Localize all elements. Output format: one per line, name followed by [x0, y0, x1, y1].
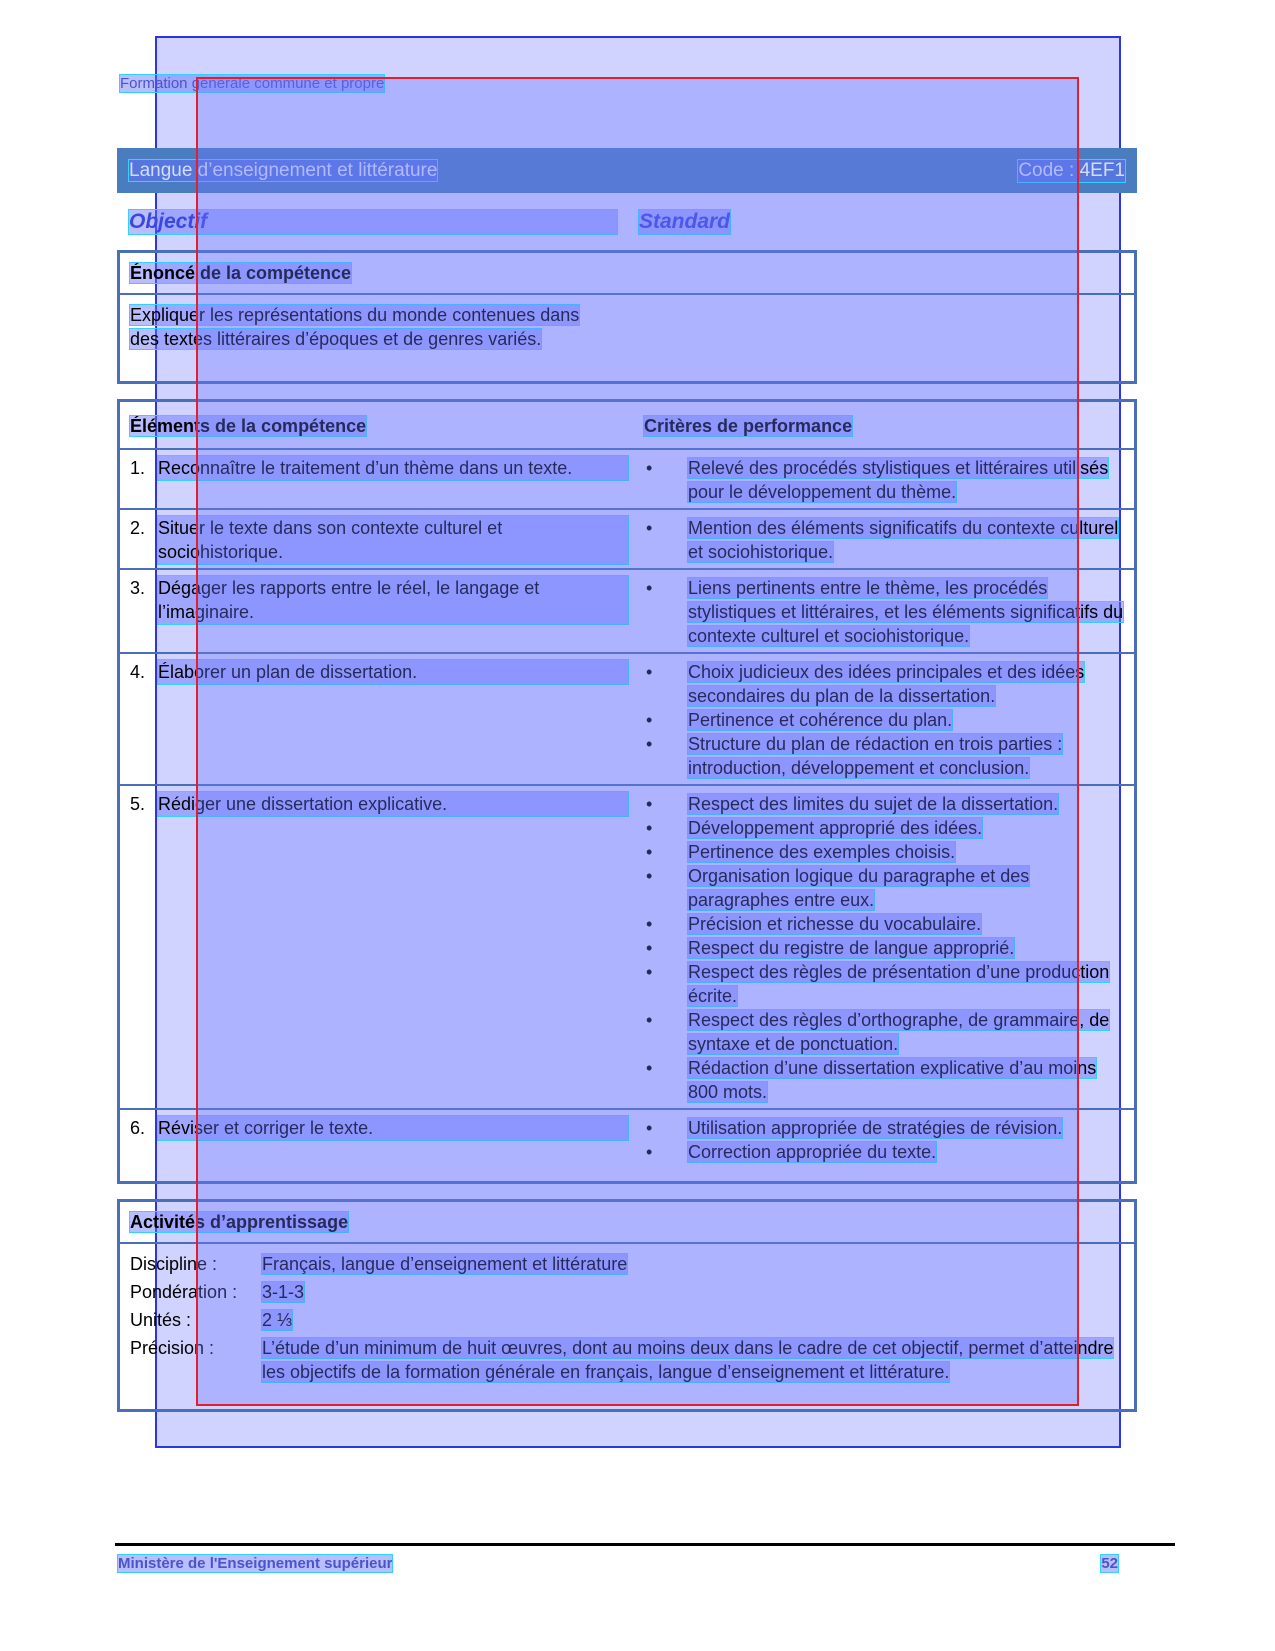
objectif-label: Objectif [129, 210, 617, 234]
criteria-text: Respect des règles de présentation d’une production écrite. [688, 962, 1110, 1006]
criteria-text: Respect du registre de langue approprié. [688, 938, 1015, 958]
activites-heading-text: Activités d’apprentissage [130, 1212, 349, 1232]
criteria-text: Relevé des procédés stylistiques et littéraires utilisés pour le développement du thème. [688, 458, 1109, 502]
standard-label: Standard [639, 210, 731, 233]
criteria-text: Structure du plan de rédaction en trois parties : introduction, développement et conclusion. [688, 734, 1063, 778]
activite-value-text: Français, langue d’enseignement et littérature [262, 1254, 628, 1274]
element-text: Rédiger une dissertation explicative. [158, 792, 628, 816]
footer [118, 1555, 1118, 1572]
element-text: Situer le texte dans son contexte culturel et sociohistorique. [158, 516, 628, 564]
activite-value-text: L’étude d’un minimum de huit œuvres, dont au moins deux dans le cadre de cet objectif, permet d’atteindre les objectifs de la formation générale en français, langue d’enseignement et littérature. [262, 1338, 1114, 1382]
element-number: 4. [130, 662, 146, 682]
criteria-text: Mention des éléments significatifs du contexte culturel et sociohistorique. [688, 518, 1119, 562]
footer-rule [115, 1543, 1175, 1546]
criteria-text: Développement approprié des idées. [688, 818, 983, 838]
criteria-text: Organisation logique du paragraphe et des paragraphes entre eux. [688, 866, 1030, 910]
page-number: 52 [1101, 1555, 1118, 1572]
criteria-text: Rédaction d’une dissertation explicative d’au moins 800 mots. [688, 1058, 1097, 1102]
element-number: 5. [130, 794, 146, 814]
element-number: 6. [130, 1118, 146, 1138]
criteria-text: Pertinence et cohérence du plan. [688, 710, 953, 730]
footer-ministry: Ministère de l'Enseignement supérieur [118, 1555, 393, 1572]
element-number: 2. [130, 518, 146, 538]
course-code: Code : 4EF1 [1018, 160, 1125, 181]
activite-value-text: 3-1-3 [262, 1282, 305, 1302]
element-text: Réviser et corriger le texte. [158, 1116, 628, 1140]
overlay-box-inner [196, 77, 1079, 1406]
criteria-text: Utilisation appropriée de stratégies de révision. [688, 1118, 1063, 1138]
criteria-text: Précision et richesse du vocabulaire. [688, 914, 982, 934]
criteria-text: Respect des règles d’orthographe, de grammaire, de syntaxe et de ponctuation. [688, 1010, 1110, 1054]
element-text: Reconnaître le traitement d’un thème dans un texte. [158, 456, 628, 480]
criteria-text: Liens pertinents entre le thème, les procédés stylistiques et littéraires, et les éléments significatifs du contexte culturel et sociohistorique. [688, 578, 1124, 646]
activite-value-text: 2 ⅓ [262, 1310, 293, 1330]
criteria-text: Correction appropriée du texte. [688, 1142, 937, 1162]
element-text: Élaborer un plan de dissertation. [158, 660, 628, 684]
criteria-text: Pertinence des exemples choisis. [688, 842, 956, 862]
header-top-text: Formation générale commune et propre [120, 75, 385, 92]
criteria-text: Choix judicieux des idées principales et des idées secondaires du plan de la dissertation. [688, 662, 1085, 706]
element-text: Dégager les rapports entre le réel, le langage et l’imaginaire. [158, 576, 628, 624]
criteria-text: Respect des limites du sujet de la dissertation. [688, 794, 1059, 814]
activite-label: Discipline : [130, 1254, 218, 1274]
activite-label: Pondération : [130, 1282, 238, 1302]
course-title: Langue d’enseignement et littérature [129, 160, 438, 181]
activite-label: Précision : [130, 1338, 215, 1358]
activite-label: Unités : [130, 1310, 192, 1330]
competence-statement-text: Expliquer les représentations du monde contenues dans des textes littéraires d’époques et de genres variés. [130, 305, 580, 349]
elements-heading-right-text: Critères de performance [644, 416, 853, 436]
competence-heading-text: Énoncé de la compétence [130, 263, 352, 283]
elements-heading-left-text: Éléments de la compétence [130, 416, 367, 436]
element-number: 3. [130, 578, 146, 598]
element-number: 1. [130, 458, 146, 478]
